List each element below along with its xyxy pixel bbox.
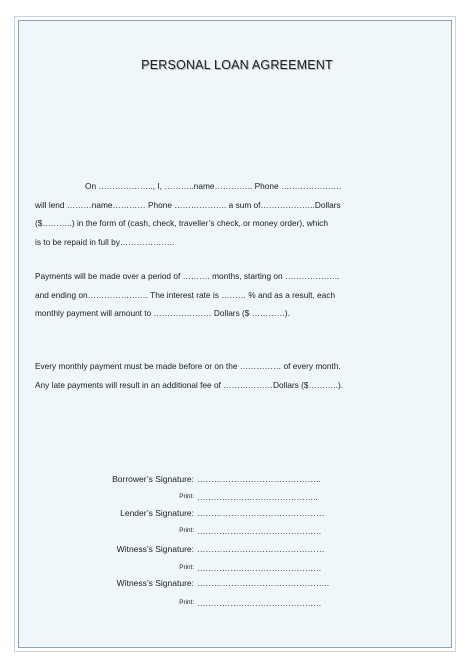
late-fee-line: Every monthly payment must be made before or on the …………… of every month. [35, 361, 341, 371]
payment-terms-line: and ending on…………………. The interest rate is ……… % and as a result, each [35, 289, 336, 300]
witness-print-line: ……………………………………… [197, 563, 322, 573]
witness-signature-label: Witness’s Signature: [116, 544, 194, 554]
second-witness-print-label: Print: [179, 599, 194, 606]
document-title: PERSONAL LOAN AGREEMENT [141, 58, 333, 72]
payment-terms-line: Payments will be made over a period of ………. months, starting on ……………….. [35, 271, 340, 281]
parties-line: On ……………….., I, ………..name………….. Phone …………………. [85, 181, 342, 191]
second-witness-signature-label: Witness’s Signature: [116, 578, 194, 588]
borrower-print-line: …………………………………….. [197, 492, 318, 502]
payment-terms-paragraph [35, 267, 405, 323]
parties-line: will lend ………name………… Phone ………………. a sum of………………..Dollars [35, 199, 341, 210]
lender-signature-label: Lender’s Signature: [120, 508, 194, 518]
payment-terms-line: monthly payment will amount to ………………… Dollars ($ …………). [35, 308, 290, 318]
parties-line: ($………..) in the form of (cash, check, traveller’s check, or money order), which [35, 218, 328, 228]
borrower-signature-label: Borrower’s Signature: [112, 474, 194, 484]
parties-line: is to be repaid in full by……………….. [35, 236, 175, 247]
borrower-signature-line: …………………………………….. [197, 474, 321, 484]
witness-print-label: Print: [179, 564, 194, 571]
lender-print-line: ……………………………………… [197, 526, 322, 536]
late-fee-line: Any late payments will result in an additional fee of ………………Dollars ($………..). [35, 379, 344, 390]
lender-signature-line: ……………………………………… [197, 508, 325, 518]
second-witness-signature-line: ……………………………………….. [197, 578, 330, 588]
lender-print-label: Print: [179, 527, 194, 534]
late-fee-paragraph [35, 357, 405, 394]
parties-paragraph [35, 177, 405, 251]
borrower-print-label: Print: [179, 493, 194, 500]
witness-signature-line: ……………………………………… [197, 544, 325, 554]
second-witness-print-line: ……………………………………… [197, 598, 322, 608]
